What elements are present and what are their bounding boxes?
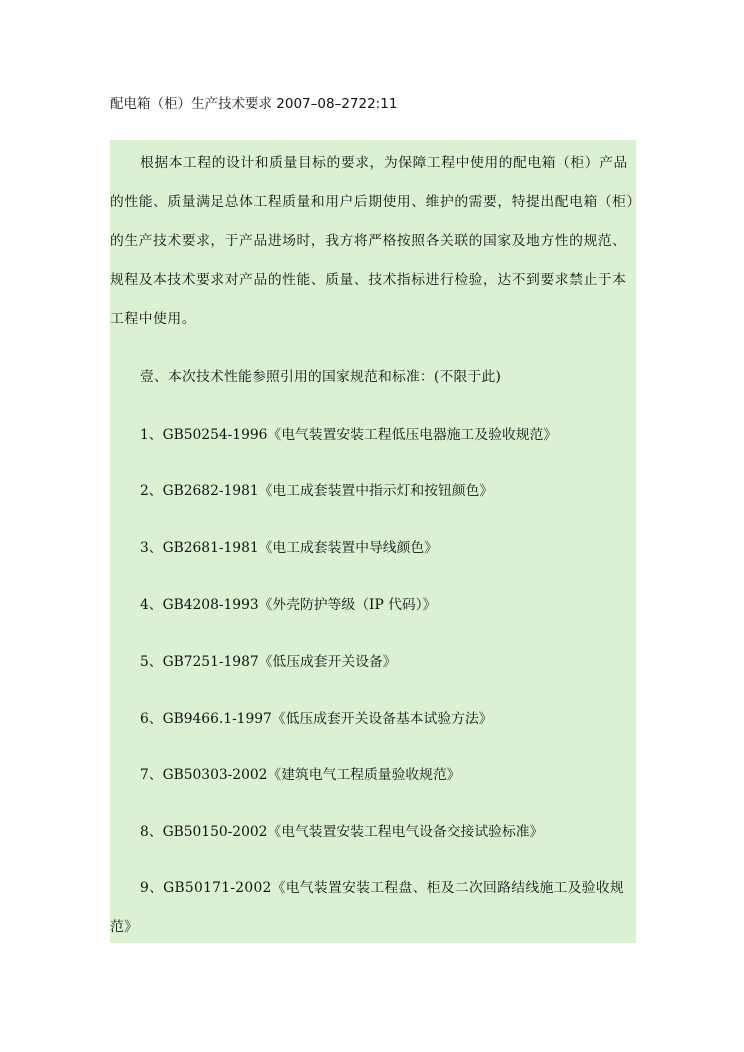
section-title: 壹、本次技术性能参照引用的国家规范和标准：(不限于此) <box>140 369 502 385</box>
standard-item-8: 8、GB50150-2002《电气装置安装工程电气设备交接试验标准》 <box>140 824 544 840</box>
intro-paragraph: 根据本工程的设计和质量目标的要求，为保障工程中使用的配电箱（柜）产品的性能、质量满足总体工程质量和用户后期使用、维护的需要，特提出配电箱（柜）的生产技术要求，于产品进场时，我方将严格按照各关联的国家及地方性的规范、规程及本技术要求对产品的性能、质量、技术指标进行检验，达不到要求禁止于本工程中使用。 <box>110 155 634 327</box>
highlighted-content-block <box>110 140 636 943</box>
standard-item-5: 5、GB7251-1987《低压成套开关设备》 <box>140 654 397 670</box>
standard-item-4: 4、GB4208-1993《外壳防护等级（IP 代码）》 <box>140 597 437 613</box>
standard-item-7: 7、GB50303-2002《建筑电气工程质量验收规范》 <box>140 767 461 783</box>
standard-item-1: 1、GB50254-1996《电气装置安装工程低压电器施工及验收规范》 <box>140 427 558 443</box>
standard-item-2: 2、GB2682-1981《电工成套装置中指示灯和按钮颜色》 <box>140 483 494 499</box>
document-title: 配电箱（柜）生产技术要求 2007–08–2722:11 <box>110 96 398 112</box>
standard-item-9: 9、GB50171-2002《电气装置安装工程盘、柜及二次回路结线施工及验收规范》 <box>110 880 625 935</box>
standard-item-6: 6、GB9466.1-1997《低压成套开关设备基本试验方法》 <box>140 711 493 727</box>
standard-item-3: 3、GB2681-1981《电工成套装置中导线颜色》 <box>140 540 438 556</box>
